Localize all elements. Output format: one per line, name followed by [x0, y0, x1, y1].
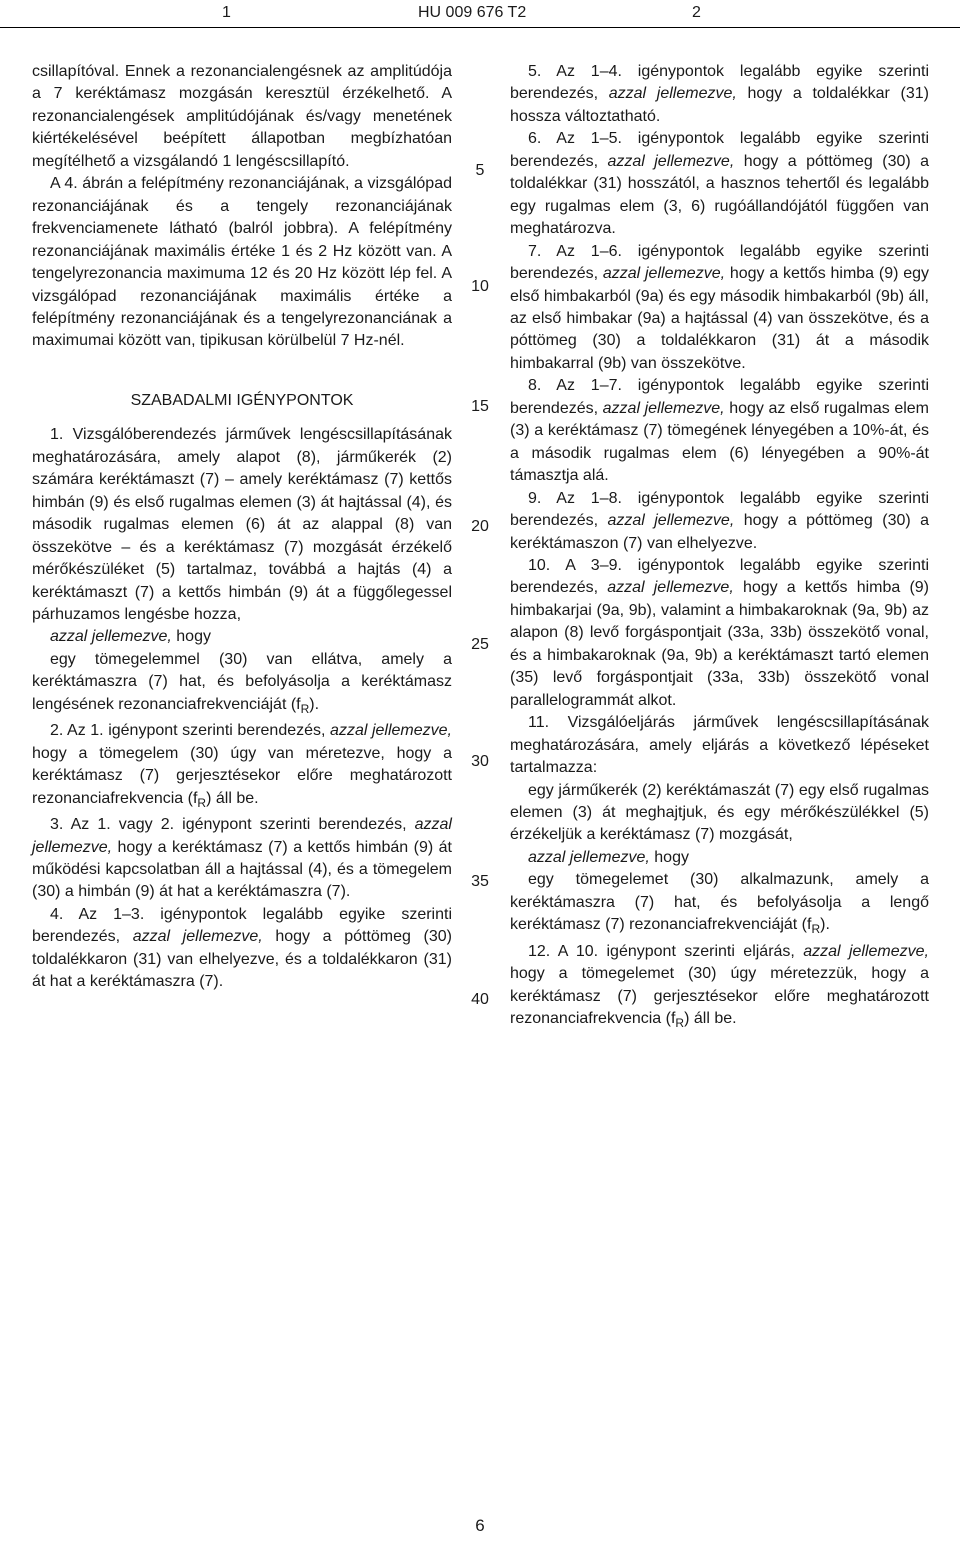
patent-number: HU 009 676 T2 — [418, 4, 527, 21]
description-paragraph: csillapítóval. Ennek a rezonancialengésnek az amplitúdója a 7 keréktámasz mozgásán keresztül érzékelhető. A rezonancialengések amplitúdójának és/vagy menetének kiértékelésével beépített állapotban megbízhatóan megítélhető a vizsgálandó 1 lengéscsillapító. — [32, 63, 452, 170]
claims-heading: SZABADALMI IGÉNYPONTOK — [130, 391, 354, 409]
page-header — [0, 0, 960, 32]
claim-6: 6. Az 1–5. igénypontok legalább egyike szerinti berendezés, azzal jellemezve, hogy a póttömeg (30) a toldalékkar (31) hosszától, a hasznos tehertől és legalább egy rugalmas elem (3, 6) rugóállandójától függően van meghatározva. — [510, 130, 930, 238]
line-number: 5 — [475, 162, 485, 179]
claim-1-characterising: azzal jellemezve, hogy — [50, 628, 211, 646]
claim-1: 1. Vizsgálóberendezés járművek lengéscsillapításának meghatározására, amely alapot (8), járműkerék (2) számára keréktámaszt (7) – amely keréktámasz (7) kettős himbán (9) és első rugalmas elemen (3) át hajtással (4), és második rugalmas elemen (6) át az alappal (8) van összekötve – és a keréktámasz (7) mozgását érzékelő mérőkészüléket (5) tartalmaz, továbbá a hajtás (4) a keréktámaszt (7) a kettős himbán (9) át a függőlegessel párhuzamos lengésbe hozza, — [32, 426, 452, 623]
left-page-number: 1 — [222, 4, 231, 21]
header-rule — [0, 27, 960, 28]
claim-11: 11. Vizsgálóeljárás járművek lengéscsillapításának meghatározására, amely eljárás a következő lépéseket tartalmazza: — [510, 714, 929, 777]
claim-4: 4. Az 1–3. igénypontok legalább egyike szerinti berendezés, azzal jellemezve, hogy a póttömeg (30) toldalékkaron (31) van elhelyezve, és a toldalékkaron (31) át hat a keréktámaszra (7). — [32, 905, 453, 991]
description-paragraph: A 4. ábrán a felépítmény rezonanciájának, a vizsgálópad rezonanciájának és a tengely rezonanciájának frekvenciamenete látható (balról jobbra). A felépítmény rezonanciájának maximális értéke 1 és 2 Hz között van. A tengelyrezonancia maximuma 12 és 20 Hz között lép fel. A vizsgálópad rezonanciájának maximális értéke a felépítmény rezonanciájának és a tengelyrezonanciának a maximumai között van, tipikusan körülbelül 7 Hz-nél. — [32, 175, 452, 350]
claim-11-step: egy járműkerék (2) keréktámaszát (7) egy első rugalmas elemen (3) át meghajtjuk, és egy mérőkészülékkel (5) érzékeljük a keréktámasz (7) mozgását, — [510, 781, 929, 844]
claim-8: 8. Az 1–7. igénypontok legalább egyike szerinti berendezés, azzal jellemezve, hogy az első rugalmas elem (3) a keréktámasz (7) tömegének lényegében a 10%-át, és a második rugalmas elem (6) lényegében a 90%-át támasztja alá. — [510, 377, 929, 485]
claim-11-feature: egy tömegelemet (30) alkalmazunk, amely a keréktámaszra (7) hat, és befolyásolja a lengő keréktámasz (7) rezonanciafrekvenciáját $(f_R)$. — [510, 871, 929, 937]
line-number: 30 — [471, 753, 489, 770]
line-number: 20 — [471, 518, 489, 535]
claim-9: 9. Az 1–8. igénypontok legalább egyike szerinti berendezés, azzal jellemezve, hogy a póttömeg (30) a keréktámaszon (7) van elhelyezve. — [510, 489, 930, 552]
claim-7: 7. Az 1–6. igénypontok legalább egyike szerinti berendezés, azzal jellemezve, hogy a kettős himba (9) egy első himbakarból (9a) és egy második himbakarból (9b) áll, az első himbakar (9a) a hajtással (4) van összekötve, és a póttömeg (30) a toldalékkaron (31) át a második himbakarral (9b) van összekötve. — [510, 242, 930, 372]
line-number: 15 — [471, 398, 489, 415]
line-number: 35 — [471, 873, 489, 890]
left-column — [32, 61, 452, 994]
line-number: 10 — [471, 278, 489, 295]
line-number: 40 — [471, 991, 489, 1008]
right-page-number: 2 — [692, 4, 701, 21]
page-footer-number: 6 — [475, 1516, 485, 1535]
claim-5: 5. Az 1–4. igénypontok legalább egyike szerinti berendezés, azzal jellemezve, hogy a toldalékkar (31) hossza változtatható. — [510, 63, 929, 125]
claim-1-feature: egy tömegelemmel (30) van ellátva, amely a keréktámaszra (7) hat, és befolyásolja a keréktámasz lengésének rezonanciafrekvenciáját $(f_R)$. — [32, 650, 452, 716]
claim-12: 12. A 10. igénypont szerinti eljárás, azzal jellemezve, hogy a tömegelemet (30) úgy méretezzük, hogy a keréktámasz (7) gerjesztésekor előre meghatározott rezonanciafrekvencia $(f_R)$ áll be. — [510, 942, 929, 1031]
line-number: 25 — [471, 636, 489, 653]
claim-3: 3. Az 1. vagy 2. igénypont szerinti berendezés, azzal jellemezve, hogy a keréktámasz (7) a kettős himbán (9) át működési kapcsolatban áll a hajtással (4), és a tömegelem (30) a himbán (9) át hat a keréktámaszra (7). — [32, 816, 452, 901]
claim-10: 10. A 3–9. igénypontok legalább egyike szerinti berendezés, azzal jellemezve, hogy a kettős himba (9) himbakarjai (9a, 9b), valamint a himbakaroknak (9a, 9b) az alapon (8) levő forgáspontjait (33a, 33b) összekötő vonal, és a himbakaroknak (9a, 9b) a keréktámaszt tartó elemen (35) levő forgáspontjait (33a, 33b) összekötő vonal parallelogrammát alkot. — [510, 556, 930, 709]
right-column — [510, 61, 929, 1034]
claim-11-characterising: azzal jellemezve, hogy — [528, 848, 689, 866]
claim-2: 2. Az 1. igénypont szerinti berendezés, azzal jellemezve, hogy a tömegelem (30) úgy van méretezve, hogy a keréktámasz (7) gerjesztésekor előre meghatározott rezonanciafrekvencia $(f_R)$ áll be. — [32, 722, 452, 810]
